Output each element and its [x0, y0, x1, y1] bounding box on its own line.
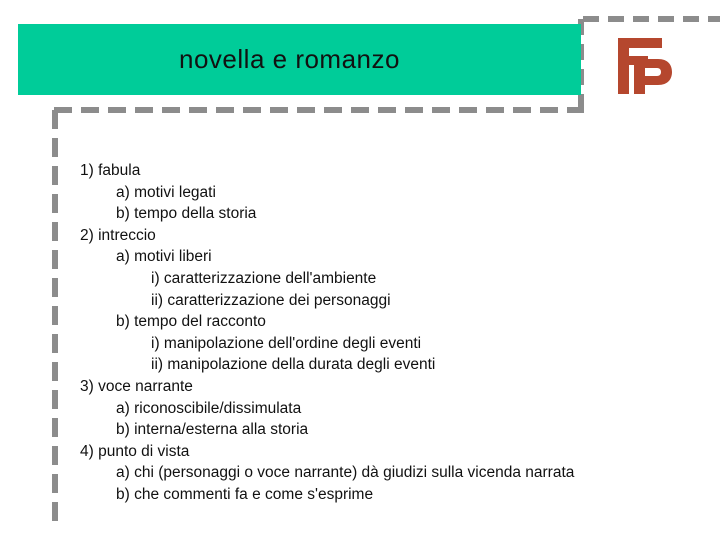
outline-item: i) manipolazione dell'ordine degli eventi: [151, 334, 422, 352]
outline-item: 1) fabula: [80, 162, 141, 179]
outline-item: a) motivi liberi: [116, 248, 212, 266]
outline-item: a) motivi legati: [116, 183, 216, 201]
outline-item: ii) caratterizzazione dei personaggi: [151, 291, 391, 309]
title-bar: [18, 24, 581, 95]
outline-item: ii) manipolazione della durata degli eventi: [151, 356, 436, 374]
outline-item: a) riconoscibile/dissimulata: [116, 399, 302, 417]
fp-monogram-icon: [618, 38, 672, 94]
outline-item: a) chi (personaggi o voce narrante) dà giudizi sulla vicenda narrata: [116, 464, 575, 482]
outline-item: 2) intreccio: [80, 226, 156, 244]
outline-item: b) interna/esterna alla storia: [116, 421, 309, 439]
outline-item: 4) punto di vista: [80, 442, 190, 460]
outline-item: i) caratterizzazione dell'ambiente: [151, 269, 377, 287]
outline-list: [80, 160, 574, 506]
outline-item: b) tempo della storia: [116, 205, 257, 223]
page-title: novella e romanzo: [179, 44, 400, 74]
outline-item: b) tempo del racconto: [116, 313, 266, 331]
outline-item: b) che commenti fa e come s'esprime: [116, 485, 374, 503]
outline-item: 3) voce narrante: [80, 377, 193, 395]
